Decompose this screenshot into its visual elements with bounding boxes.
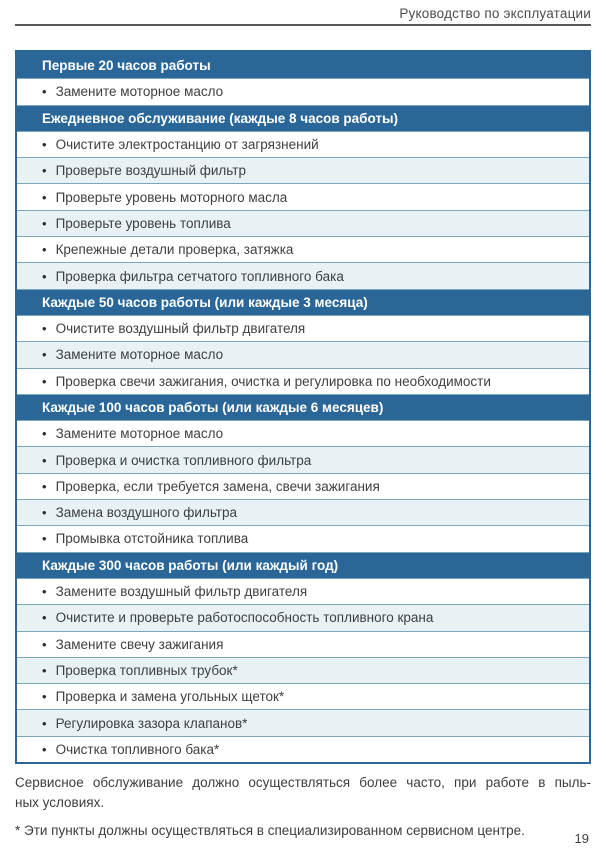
service-note-line1: Сервисное обслуживание должно осуществляться более часто, при работе в пыль-	[15, 775, 591, 791]
bullet-icon: •	[42, 215, 47, 231]
task-label: Замените моторное масло	[55, 347, 224, 363]
task-row	[17, 420, 589, 446]
task-label: Проверка и замена угольных щеток*	[55, 689, 285, 705]
task-label: Очистите воздушный фильтр двигателя	[55, 321, 306, 337]
task-row	[17, 683, 589, 709]
task-row	[17, 499, 589, 525]
task-row	[17, 157, 589, 183]
bullet-icon: •	[42, 636, 47, 652]
task-row	[17, 657, 589, 683]
task-row	[17, 183, 589, 209]
task-row	[17, 210, 589, 236]
bullet-icon: •	[42, 505, 47, 521]
bullet-icon: •	[42, 137, 47, 153]
task-row	[17, 78, 589, 104]
task-row	[17, 341, 589, 367]
task-label: Замените моторное масло	[55, 84, 224, 100]
task-row	[17, 131, 589, 157]
task-label: Замените свечу зажигания	[55, 636, 224, 652]
task-label: Проверьте уровень моторного масла	[55, 189, 288, 205]
task-label: Замена воздушного фильтра	[55, 505, 238, 521]
page-number: 19	[574, 831, 589, 846]
task-row	[17, 525, 589, 551]
section-header: Каждые 300 часов работы (или каждый год)	[17, 552, 589, 578]
bullet-icon: •	[42, 715, 47, 731]
task-row	[17, 446, 589, 472]
footer-notes	[15, 773, 591, 841]
service-note-line2: ных условиях.	[15, 795, 105, 811]
task-label: Очистите электростанцию от загрязнений	[55, 137, 319, 153]
task-label: Замените моторное масло	[55, 426, 224, 442]
task-row	[17, 315, 589, 341]
page-header-title: Руководство по эксплуатации	[399, 6, 591, 21]
section-header: Первые 20 часов работы	[17, 52, 589, 78]
task-row	[17, 631, 589, 657]
bullet-icon: •	[42, 321, 47, 337]
task-label: Регулировка зазора клапанов*	[55, 715, 248, 731]
bullet-icon: •	[42, 741, 47, 757]
bullet-icon: •	[42, 610, 47, 626]
section-header: Каждые 100 часов работы (или каждые 6 месяцев)	[17, 394, 589, 420]
bullet-icon: •	[42, 584, 47, 600]
bullet-icon: •	[42, 347, 47, 363]
task-label: Проверка фильтра сетчатого топливного бака	[55, 268, 344, 284]
bullet-icon: •	[42, 373, 47, 389]
bullet-icon: •	[42, 189, 47, 205]
task-label: Проверка топливных трубок*	[55, 662, 238, 678]
task-row	[17, 709, 589, 735]
maintenance-schedule-table	[15, 50, 591, 764]
task-label: Очистка топливного бака*	[55, 741, 220, 757]
task-label: Проверьте уровень топлива	[55, 215, 231, 231]
task-row	[17, 262, 589, 288]
task-label: Промывка отстойника топлива	[55, 531, 249, 547]
bullet-icon: •	[42, 452, 47, 468]
task-label: Очистите и проверьте работоспособность топливного крана	[55, 610, 434, 626]
bullet-icon: •	[42, 426, 47, 442]
task-label: Замените воздушный фильтр двигателя	[55, 584, 308, 600]
bullet-icon: •	[42, 478, 47, 494]
bullet-icon: •	[42, 662, 47, 678]
task-label: Проверка, если требуется замена, свечи зажигания	[55, 478, 380, 494]
bullet-icon: •	[42, 163, 47, 179]
bullet-icon: •	[42, 242, 47, 258]
task-row	[17, 368, 589, 394]
task-row	[17, 236, 589, 262]
task-label: Проверка и очистка топливного фильтра	[55, 452, 312, 468]
section-header: Каждые 50 часов работы (или каждые 3 месяца)	[17, 289, 589, 315]
bullet-icon: •	[42, 689, 47, 705]
bullet-icon: •	[42, 84, 47, 100]
asterisk-note: * Эти пункты должны осуществляться в специализированном сервисном центре.	[15, 822, 525, 838]
bullet-icon: •	[42, 531, 47, 547]
task-label: Проверка свечи зажигания, очистка и регулировка по необходимости	[55, 373, 491, 389]
bullet-icon: •	[42, 268, 47, 284]
task-label: Проверьте воздушный фильтр	[55, 163, 246, 179]
task-label: Крепежные детали проверка, затяжка	[55, 242, 294, 258]
section-header: Ежедневное обслуживание (каждые 8 часов работы)	[17, 105, 589, 131]
header-rule	[15, 24, 591, 26]
task-row	[17, 604, 589, 630]
task-row	[17, 473, 589, 499]
task-row	[17, 578, 589, 604]
task-row	[17, 736, 589, 762]
